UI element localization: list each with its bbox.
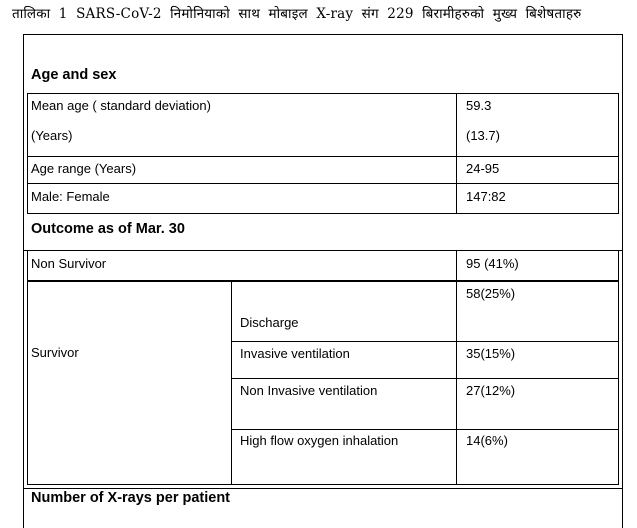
age-range-value: 24-95	[466, 161, 500, 176]
male-female-label: Male: Female	[31, 189, 110, 204]
divider-line	[231, 429, 619, 430]
divider-line	[27, 156, 619, 157]
survivor-outcome-label: Non Invasive ventilation	[240, 383, 378, 398]
survivor-label: Survivor	[31, 345, 79, 360]
divider-line	[27, 183, 619, 184]
divider-line	[231, 281, 232, 485]
survivor-outcome-value: 14(6%)	[466, 433, 508, 448]
non-survivor-label: Non Survivor	[31, 256, 107, 271]
section-heading-xrays: Number of X-rays per patient	[31, 490, 231, 506]
survivor-outcome-value: 35(15%)	[466, 346, 516, 361]
age-range-label: Age range (Years)	[31, 161, 137, 176]
divider-line	[456, 250, 457, 281]
mean-age-value: 59.3	[466, 98, 492, 113]
non-survivor-value: 95 (41%)	[466, 256, 519, 271]
divider-line	[456, 93, 457, 214]
survivor-outcome-label: Discharge	[240, 315, 299, 330]
male-female-value: 147:82	[466, 189, 506, 204]
section-heading-age-sex: Age and sex	[31, 67, 117, 83]
mean-age-unit-label: (Years)	[31, 128, 73, 143]
non-survivor-grid	[27, 250, 619, 281]
divider-line	[231, 341, 619, 342]
section-heading-outcome: Outcome as of Mar. 30	[31, 221, 185, 237]
divider-line	[231, 378, 619, 379]
table-caption: तालिका 1 SARS-CoV-2 निमोनियाको साथ मोबाइल X-ray संग 229 बिरामीहरुको मुख्य बिशेषताहरु	[12, 6, 582, 22]
survivor-outcome-label: Invasive ventilation	[240, 346, 350, 361]
survivor-outcome-value: 27(12%)	[466, 383, 516, 398]
divider-line	[456, 281, 457, 485]
survivor-outcome-label: High flow oxygen inhalation	[240, 433, 399, 448]
mean-age-sd-value: (13.7)	[466, 128, 500, 143]
mean-age-label: Mean age ( standard deviation)	[31, 98, 211, 113]
survivor-outcome-value: 58(25%)	[466, 286, 516, 301]
